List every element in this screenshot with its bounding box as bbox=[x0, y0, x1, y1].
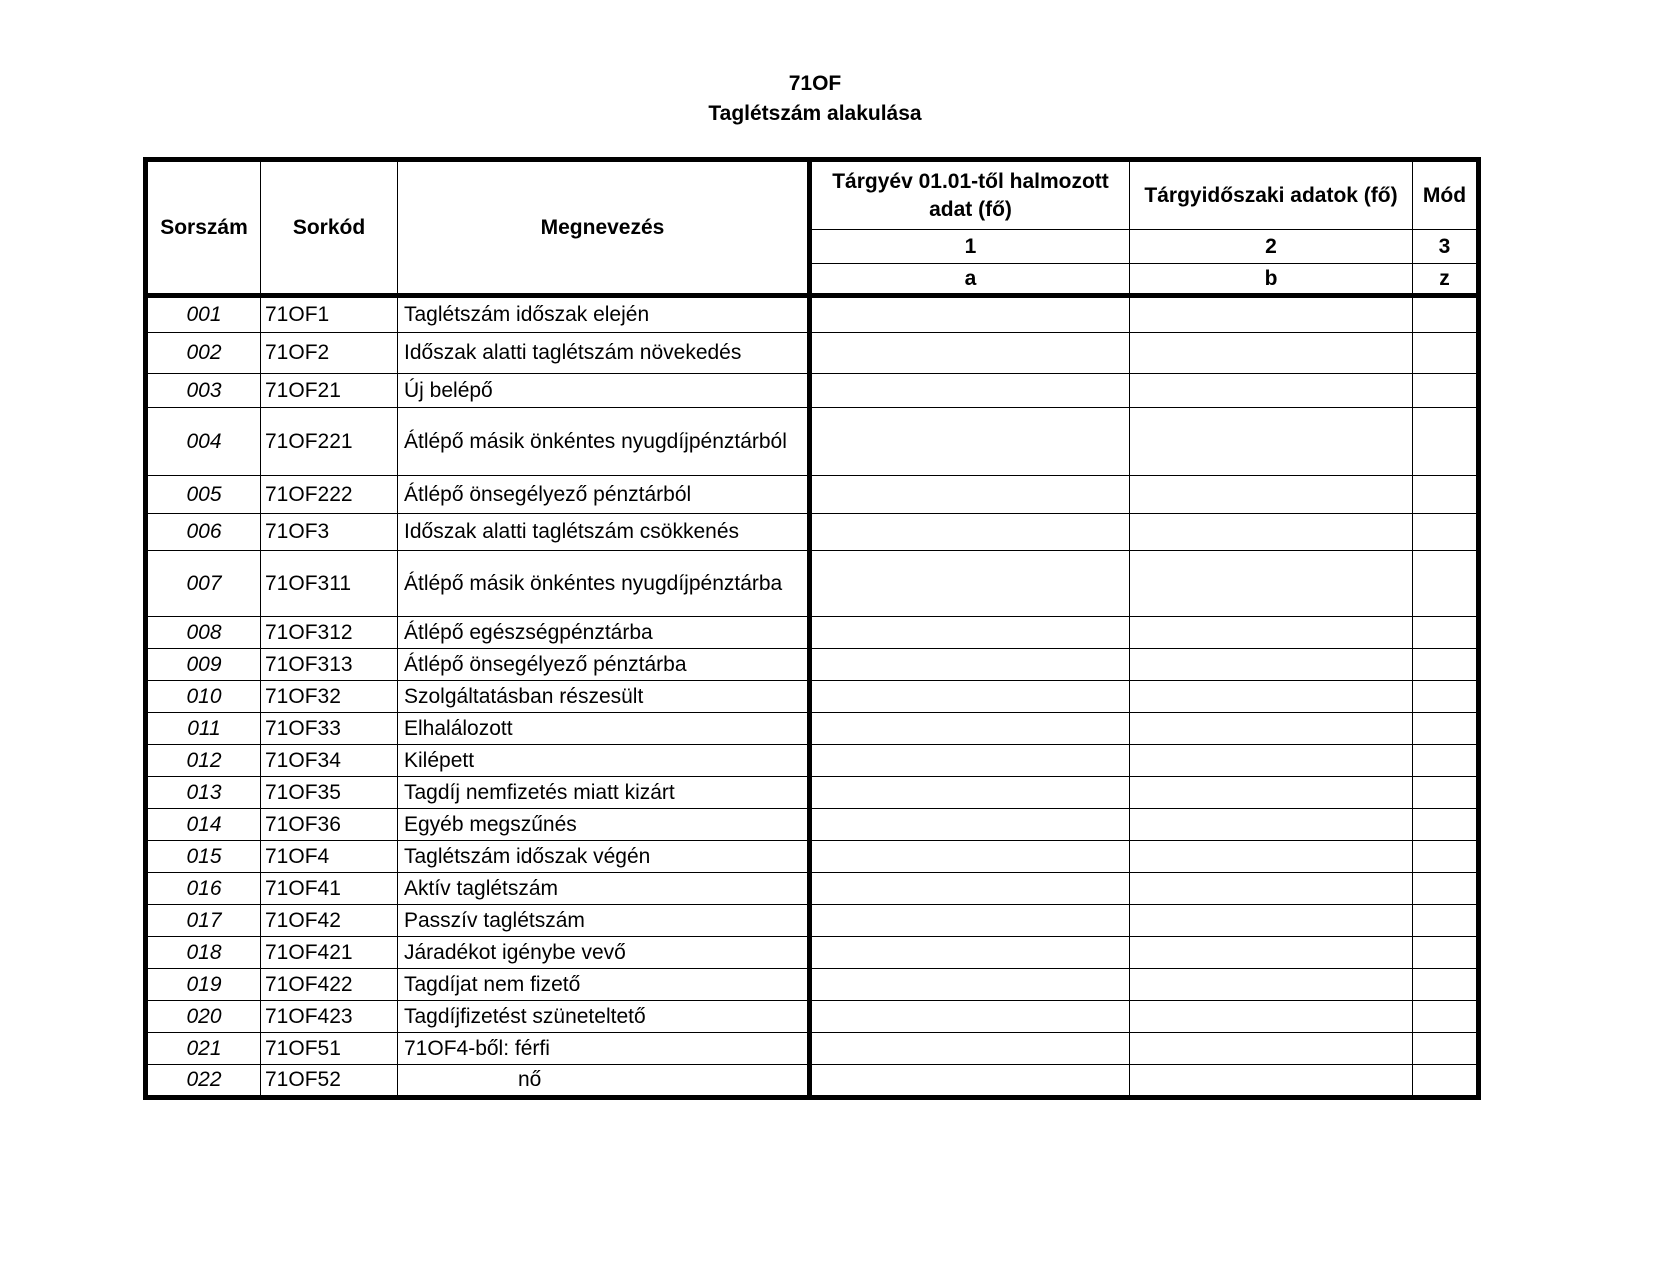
row-sorkod: 71OF34 bbox=[261, 745, 398, 777]
row-value-z[interactable] bbox=[1413, 551, 1479, 617]
row-value-b[interactable] bbox=[1130, 374, 1413, 408]
row-value-b[interactable] bbox=[1130, 1065, 1413, 1098]
row-value-z[interactable] bbox=[1413, 1001, 1479, 1033]
row-sorkod: 71OF313 bbox=[261, 649, 398, 681]
row-value-a[interactable] bbox=[810, 969, 1130, 1001]
row-megnevezes: nő bbox=[398, 1065, 810, 1098]
row-value-b[interactable] bbox=[1130, 1001, 1413, 1033]
row-sorszam: 016 bbox=[146, 873, 261, 905]
row-value-b[interactable] bbox=[1130, 333, 1413, 374]
table-row bbox=[146, 1033, 1479, 1065]
row-megnevezes: Tagdíjfizetést szüneteltető bbox=[398, 1001, 810, 1033]
row-value-a[interactable] bbox=[810, 841, 1130, 873]
row-value-b[interactable] bbox=[1130, 905, 1413, 937]
row-sorkod: 71OF42 bbox=[261, 905, 398, 937]
row-value-b[interactable] bbox=[1130, 969, 1413, 1001]
row-megnevezes: Időszak alatti taglétszám csökkenés bbox=[398, 514, 810, 551]
row-value-a[interactable] bbox=[810, 1001, 1130, 1033]
row-value-b[interactable] bbox=[1130, 937, 1413, 969]
header-sorszam: Sorszám bbox=[146, 160, 261, 296]
header-col3-title: Mód bbox=[1413, 160, 1479, 230]
row-sorszam: 005 bbox=[146, 476, 261, 514]
row-megnevezes: Átlépő egészségpénztárba bbox=[398, 617, 810, 649]
row-value-b[interactable] bbox=[1130, 713, 1413, 745]
header-col1-num: 1 bbox=[810, 230, 1130, 264]
row-value-a[interactable] bbox=[810, 937, 1130, 969]
table-row bbox=[146, 333, 1479, 374]
row-megnevezes: Taglétszám időszak végén bbox=[398, 841, 810, 873]
row-megnevezes: Új belépő bbox=[398, 374, 810, 408]
row-sorszam: 015 bbox=[146, 841, 261, 873]
row-value-b[interactable] bbox=[1130, 777, 1413, 809]
header-col3-code: z bbox=[1413, 264, 1479, 296]
table-row bbox=[146, 408, 1479, 476]
row-sorszam: 010 bbox=[146, 681, 261, 713]
row-megnevezes: Járadékot igénybe vevő bbox=[398, 937, 810, 969]
table-row bbox=[146, 374, 1479, 408]
table-row bbox=[146, 617, 1479, 649]
row-megnevezes: Átlépő önsegélyező pénztárból bbox=[398, 476, 810, 514]
row-sorkod: 71OF51 bbox=[261, 1033, 398, 1065]
row-megnevezes: Tagdíj nemfizetés miatt kizárt bbox=[398, 777, 810, 809]
row-megnevezes: 71OF4-ből: férfi bbox=[398, 1033, 810, 1065]
row-sorszam: 022 bbox=[146, 1065, 261, 1098]
row-value-a[interactable] bbox=[810, 745, 1130, 777]
table-row bbox=[146, 937, 1479, 969]
row-sorszam: 004 bbox=[146, 408, 261, 476]
row-value-a[interactable] bbox=[810, 408, 1130, 476]
row-value-z[interactable] bbox=[1413, 408, 1479, 476]
row-sorkod: 71OF423 bbox=[261, 1001, 398, 1033]
row-sorszam: 006 bbox=[146, 514, 261, 551]
row-sorszam: 008 bbox=[146, 617, 261, 649]
header-sorkod: Sorkód bbox=[261, 160, 398, 296]
header-col2-num: 2 bbox=[1130, 230, 1413, 264]
row-sorszam: 012 bbox=[146, 745, 261, 777]
row-sorkod: 71OF36 bbox=[261, 809, 398, 841]
row-sorszam: 002 bbox=[146, 333, 261, 374]
row-value-a[interactable] bbox=[810, 296, 1130, 333]
row-value-b[interactable] bbox=[1130, 617, 1413, 649]
row-value-z[interactable] bbox=[1413, 873, 1479, 905]
row-sorkod: 71OF1 bbox=[261, 296, 398, 333]
row-megnevezes: Aktív taglétszám bbox=[398, 873, 810, 905]
form-code: 71OF bbox=[788, 72, 842, 95]
row-sorkod: 71OF52 bbox=[261, 1065, 398, 1098]
row-sorkod: 71OF312 bbox=[261, 617, 398, 649]
row-sorkod: 71OF33 bbox=[261, 713, 398, 745]
row-sorszam: 019 bbox=[146, 969, 261, 1001]
row-megnevezes: Kilépett bbox=[398, 745, 810, 777]
row-value-a[interactable] bbox=[810, 1033, 1130, 1065]
row-sorkod: 71OF422 bbox=[261, 969, 398, 1001]
row-megnevezes: Időszak alatti taglétszám növekedés bbox=[398, 333, 810, 374]
table-body bbox=[146, 296, 1479, 1098]
row-value-a[interactable] bbox=[810, 551, 1130, 617]
row-value-a[interactable] bbox=[810, 777, 1130, 809]
row-megnevezes: Passzív taglétszám bbox=[398, 905, 810, 937]
row-value-b[interactable] bbox=[1130, 514, 1413, 551]
row-sorszam: 013 bbox=[146, 777, 261, 809]
row-value-a[interactable] bbox=[810, 374, 1130, 408]
row-sorkod: 71OF311 bbox=[261, 551, 398, 617]
row-value-z[interactable] bbox=[1413, 1033, 1479, 1065]
table-row bbox=[146, 969, 1479, 1001]
row-value-a[interactable] bbox=[810, 905, 1130, 937]
table-row bbox=[146, 476, 1479, 514]
header-col1-code: a bbox=[810, 264, 1130, 296]
row-megnevezes: Átlépő másik önkéntes nyugdíjpénztárból bbox=[398, 408, 810, 476]
report-table bbox=[143, 157, 1481, 1100]
table-row bbox=[146, 1065, 1479, 1098]
row-value-z[interactable] bbox=[1413, 905, 1479, 937]
header-col1-title: Tárgyév 01.01-től halmozott adat (fő) bbox=[810, 160, 1130, 230]
row-sorkod: 71OF32 bbox=[261, 681, 398, 713]
row-sorszam: 018 bbox=[146, 937, 261, 969]
row-value-z[interactable] bbox=[1413, 969, 1479, 1001]
row-value-z[interactable] bbox=[1413, 476, 1479, 514]
row-value-b[interactable] bbox=[1130, 745, 1413, 777]
row-sorkod: 71OF221 bbox=[261, 408, 398, 476]
row-sorkod: 71OF35 bbox=[261, 777, 398, 809]
table-row bbox=[146, 745, 1479, 777]
row-sorszam: 011 bbox=[146, 713, 261, 745]
table-row bbox=[146, 841, 1479, 873]
row-value-b[interactable] bbox=[1130, 649, 1413, 681]
row-value-b[interactable] bbox=[1130, 296, 1413, 333]
row-value-b[interactable] bbox=[1130, 551, 1413, 617]
row-value-z[interactable] bbox=[1413, 777, 1479, 809]
row-value-a[interactable] bbox=[810, 1065, 1130, 1098]
row-sorkod: 71OF421 bbox=[261, 937, 398, 969]
row-value-z[interactable] bbox=[1413, 374, 1479, 408]
header-col2-title: Tárgyidőszaki adatok (fő) bbox=[1130, 160, 1413, 230]
row-sorszam: 009 bbox=[146, 649, 261, 681]
row-value-a[interactable] bbox=[810, 476, 1130, 514]
table-row bbox=[146, 551, 1479, 617]
table-row bbox=[146, 809, 1479, 841]
table-row bbox=[146, 1001, 1479, 1033]
row-value-z[interactable] bbox=[1413, 514, 1479, 551]
row-value-z[interactable] bbox=[1413, 617, 1479, 649]
row-value-b[interactable] bbox=[1130, 681, 1413, 713]
header-col2-code: b bbox=[1130, 264, 1413, 296]
row-value-b[interactable] bbox=[1130, 809, 1413, 841]
table-row bbox=[146, 296, 1479, 333]
row-megnevezes: Szolgáltatásban részesült bbox=[398, 681, 810, 713]
table-row bbox=[146, 713, 1479, 745]
row-sorkod: 71OF4 bbox=[261, 841, 398, 873]
table-row bbox=[146, 777, 1479, 809]
row-value-b[interactable] bbox=[1130, 873, 1413, 905]
header-megnevezes: Megnevezés bbox=[398, 160, 810, 296]
row-sorkod: 71OF222 bbox=[261, 476, 398, 514]
row-sorkod: 71OF2 bbox=[261, 333, 398, 374]
row-value-a[interactable] bbox=[810, 713, 1130, 745]
table-row bbox=[146, 873, 1479, 905]
row-sorkod: 71OF3 bbox=[261, 514, 398, 551]
row-value-z[interactable] bbox=[1413, 937, 1479, 969]
row-value-b[interactable] bbox=[1130, 408, 1413, 476]
row-megnevezes: Taglétszám időszak elején bbox=[398, 296, 810, 333]
row-value-a[interactable] bbox=[810, 617, 1130, 649]
row-sorszam: 007 bbox=[146, 551, 261, 617]
row-value-b[interactable] bbox=[1130, 476, 1413, 514]
row-value-z[interactable] bbox=[1413, 745, 1479, 777]
row-value-b[interactable] bbox=[1130, 841, 1413, 873]
header-col3-num: 3 bbox=[1413, 230, 1479, 264]
row-megnevezes: Tagdíjat nem fizető bbox=[398, 969, 810, 1001]
row-megnevezes: Átlépő önsegélyező pénztárba bbox=[398, 649, 810, 681]
row-value-a[interactable] bbox=[810, 514, 1130, 551]
row-megnevezes: Egyéb megszűnés bbox=[398, 809, 810, 841]
row-value-b[interactable] bbox=[1130, 1033, 1413, 1065]
row-sorszam: 003 bbox=[146, 374, 261, 408]
row-value-z[interactable] bbox=[1413, 841, 1479, 873]
row-value-a[interactable] bbox=[810, 681, 1130, 713]
row-megnevezes: Átlépő másik önkéntes nyugdíjpénztárba bbox=[398, 551, 810, 617]
row-value-z[interactable] bbox=[1413, 681, 1479, 713]
row-value-z[interactable] bbox=[1413, 649, 1479, 681]
row-sorszam: 020 bbox=[146, 1001, 261, 1033]
row-value-a[interactable] bbox=[810, 809, 1130, 841]
row-sorszam: 021 bbox=[146, 1033, 261, 1065]
row-value-z[interactable] bbox=[1413, 809, 1479, 841]
row-sorszam: 017 bbox=[146, 905, 261, 937]
row-value-a[interactable] bbox=[810, 649, 1130, 681]
table-row bbox=[146, 681, 1479, 713]
row-sorszam: 014 bbox=[146, 809, 261, 841]
row-sorkod: 71OF41 bbox=[261, 873, 398, 905]
row-value-a[interactable] bbox=[810, 333, 1130, 374]
row-value-z[interactable] bbox=[1413, 1065, 1479, 1098]
form-title: Taglétszám alakulása bbox=[708, 102, 922, 125]
row-megnevezes: Elhalálozott bbox=[398, 713, 810, 745]
row-value-z[interactable] bbox=[1413, 713, 1479, 745]
row-value-z[interactable] bbox=[1413, 333, 1479, 374]
row-value-a[interactable] bbox=[810, 873, 1130, 905]
row-sorkod: 71OF21 bbox=[261, 374, 398, 408]
row-value-z[interactable] bbox=[1413, 296, 1479, 333]
table-row bbox=[146, 905, 1479, 937]
table-row bbox=[146, 649, 1479, 681]
row-sorszam: 001 bbox=[146, 296, 261, 333]
table-row bbox=[146, 514, 1479, 551]
